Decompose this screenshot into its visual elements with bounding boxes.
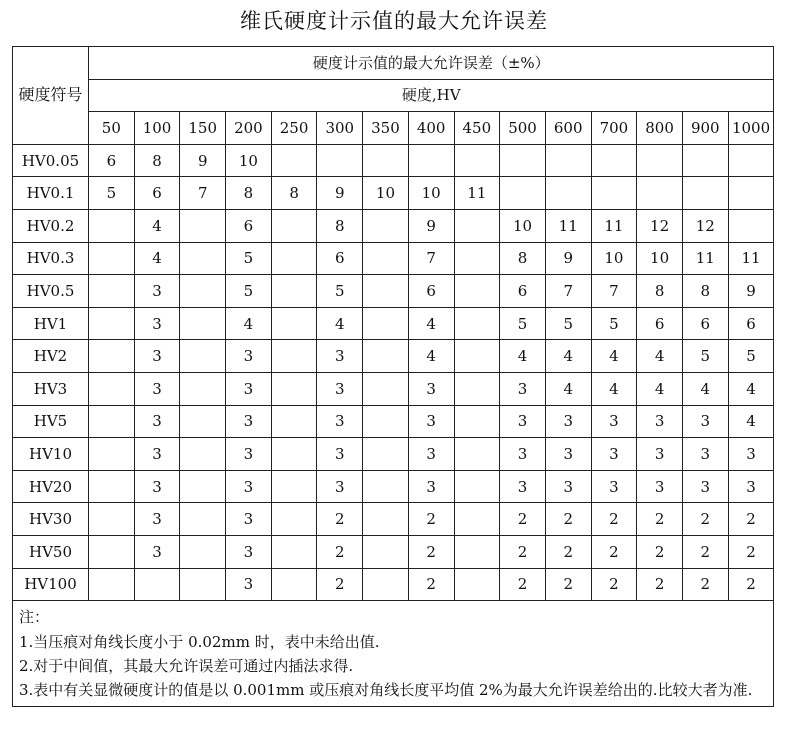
table-cell: 5 [89,177,135,210]
table-cell [682,177,728,210]
column-header: 900 [682,112,728,145]
table-cell: 6 [89,144,135,177]
table-cell: 3 [226,535,272,568]
table-cell: 4 [545,340,591,373]
table-cell: 4 [728,372,774,405]
table-cell: 2 [682,568,728,601]
table-cell: 2 [637,503,683,536]
table-cell: 3 [545,405,591,438]
table-cell [408,144,454,177]
table-cell: 11 [728,242,774,275]
table-cell: 4 [728,405,774,438]
table-cell: 3 [408,438,454,471]
table-cell [545,177,591,210]
table-cell [363,470,409,503]
table-cell: 3 [134,275,180,308]
table-cell [89,307,135,340]
table-cell [271,405,317,438]
table-cell: 10 [226,144,272,177]
table-cell: 2 [591,568,637,601]
table-cell [89,535,135,568]
note-item: 3.表中有关显微硬度计的值是以 0.001mm 或压痕对角线长度平均值 2%为最大允许误差给出的.比较大者为准. [19,681,753,700]
table-cell [363,372,409,405]
table-cell: 3 [500,405,546,438]
table-cell [454,470,500,503]
table-cell [180,470,226,503]
table-cell: 3 [317,372,363,405]
column-header: 100 [134,112,180,145]
table-cell [89,405,135,438]
table-cell: 3 [134,535,180,568]
table-cell [454,275,500,308]
table-cell [728,209,774,242]
table-cell [500,144,546,177]
table-cell: 4 [134,242,180,275]
table-cell: 7 [408,242,454,275]
table-cell [271,307,317,340]
header-row-2 [13,79,774,112]
table-cell [454,340,500,373]
table-cell: 8 [226,177,272,210]
table-cell: 8 [500,242,546,275]
row-label: HV30 [13,503,89,536]
table-cell [317,144,363,177]
table-cell: 5 [591,307,637,340]
table-row [13,568,774,601]
table-cell: 8 [134,144,180,177]
table-cell: 4 [408,340,454,373]
table-cell [363,568,409,601]
table-cell: 3 [408,372,454,405]
table-cell [682,144,728,177]
table-cell: 3 [728,470,774,503]
table-cell: 6 [408,275,454,308]
column-header: 150 [180,112,226,145]
column-header: 350 [363,112,409,145]
table-cell [454,568,500,601]
table-cell [180,438,226,471]
table-cell: 2 [545,503,591,536]
table-cell [454,535,500,568]
column-header: 700 [591,112,637,145]
table-cell: 3 [500,438,546,471]
table-cell: 2 [637,535,683,568]
table-row [13,144,774,177]
table-cell: 3 [226,470,272,503]
table-cell: 8 [682,275,728,308]
table-cell: 9 [728,275,774,308]
table-cell [637,144,683,177]
table-cell: 4 [637,340,683,373]
table-cell [271,144,317,177]
table-cell: 2 [500,535,546,568]
row-label: HV0.1 [13,177,89,210]
table-cell [728,177,774,210]
table-cell: 7 [180,177,226,210]
table-cell [89,470,135,503]
column-header: 450 [454,112,500,145]
row-label: HV3 [13,372,89,405]
table-cell [134,568,180,601]
table-cell [363,340,409,373]
table-cell: 3 [226,503,272,536]
table-cell: 2 [682,535,728,568]
table-cell: 10 [408,177,454,210]
table-cell [271,275,317,308]
table-cell: 4 [682,372,728,405]
table-cell: 5 [500,307,546,340]
table-row [13,438,774,471]
table-cell [271,209,317,242]
table-cell: 4 [134,209,180,242]
table-cell: 3 [545,470,591,503]
column-header: 500 [500,112,546,145]
table-cell [271,242,317,275]
table-cell [89,372,135,405]
table-cell [271,503,317,536]
table-cell: 3 [226,340,272,373]
table-cell: 5 [682,340,728,373]
table-cell [454,144,500,177]
table-cell [454,438,500,471]
table-row [13,209,774,242]
table-cell: 2 [408,503,454,536]
table-cell [180,503,226,536]
table-cell: 3 [591,405,637,438]
hardness-columns-row [13,112,774,145]
table-cell [637,177,683,210]
table-cell [454,242,500,275]
table-cell [363,503,409,536]
table-cell: 3 [682,470,728,503]
table-cell: 11 [454,177,500,210]
table-cell: 11 [591,209,637,242]
table-cell: 3 [134,307,180,340]
table-cell [89,568,135,601]
table-cell: 6 [637,307,683,340]
table-cell [363,307,409,340]
table-cell [363,275,409,308]
table-cell: 2 [545,568,591,601]
error-header: 硬度计示值的最大允许误差（±%） [89,47,774,80]
table-cell: 4 [545,372,591,405]
table-cell: 3 [134,438,180,471]
table-cell: 4 [408,307,454,340]
table-cell [271,568,317,601]
table-cell: 6 [134,177,180,210]
row-label: HV0.05 [13,144,89,177]
table-cell [180,275,226,308]
table-cell [454,405,500,438]
table-cell: 3 [500,372,546,405]
table-row [13,470,774,503]
table-cell [454,307,500,340]
column-header: 400 [408,112,454,145]
table-cell: 5 [317,275,363,308]
row-label: HV0.5 [13,275,89,308]
row-label: HV50 [13,535,89,568]
table-cell [180,307,226,340]
table-cell [363,535,409,568]
table-cell: 5 [226,275,272,308]
table-cell [89,209,135,242]
table-row [13,307,774,340]
symbol-header: 硬度符号 [13,47,89,145]
table-cell: 3 [637,470,683,503]
table-cell: 3 [408,405,454,438]
table-cell [271,535,317,568]
table-cell: 2 [591,503,637,536]
table-cell: 3 [317,438,363,471]
table-cell [545,144,591,177]
table-cell: 4 [226,307,272,340]
table-cell: 10 [637,242,683,275]
table-cell [271,372,317,405]
table-cell [271,340,317,373]
table-cell: 9 [545,242,591,275]
table-cell: 9 [180,144,226,177]
table-cell [89,275,135,308]
table-cell [180,372,226,405]
table-cell: 2 [545,535,591,568]
table-cell: 3 [591,470,637,503]
table-row [13,405,774,438]
table-cell [271,438,317,471]
table-cell: 3 [134,372,180,405]
table-cell [363,242,409,275]
table-cell: 12 [637,209,683,242]
table-title: 维氏硬度计示值的最大允许误差 [240,9,548,33]
table-cell [363,209,409,242]
table-row [13,503,774,536]
table-cell [500,177,546,210]
notes-cell [13,601,774,707]
table-row [13,340,774,373]
table-cell: 9 [317,177,363,210]
row-label: HV0.3 [13,242,89,275]
table-cell: 2 [317,568,363,601]
table-cell: 10 [591,242,637,275]
table-cell: 2 [500,503,546,536]
table-cell [363,405,409,438]
table-cell [89,438,135,471]
row-label: HV100 [13,568,89,601]
table-cell: 4 [500,340,546,373]
column-header: 600 [545,112,591,145]
table-cell: 6 [226,209,272,242]
column-header: 200 [226,112,272,145]
table-cell: 3 [682,405,728,438]
table-row [13,275,774,308]
table-cell [271,470,317,503]
note-item: 2.对于中间值，其最大允许误差可通过内插法求得. [19,656,354,675]
table-cell: 6 [682,307,728,340]
table-cell: 3 [637,405,683,438]
table-cell: 10 [500,209,546,242]
table-cell: 11 [682,242,728,275]
table-cell: 11 [545,209,591,242]
table-cell: 4 [591,372,637,405]
table-cell: 3 [545,438,591,471]
table-cell: 2 [728,568,774,601]
table-cell: 5 [545,307,591,340]
table-cell: 3 [226,405,272,438]
table-cell: 2 [317,535,363,568]
table-cell: 3 [226,438,272,471]
hardness-header: 硬度,HV [89,79,774,112]
table-cell: 2 [408,568,454,601]
row-label: HV0.2 [13,209,89,242]
table-cell: 2 [500,568,546,601]
row-label: HV5 [13,405,89,438]
table-cell: 9 [408,209,454,242]
table-cell [454,503,500,536]
row-label: HV10 [13,438,89,471]
table-cell: 3 [134,470,180,503]
table-cell: 3 [317,470,363,503]
table-cell: 5 [226,242,272,275]
table-cell: 4 [317,307,363,340]
table-cell: 10 [363,177,409,210]
table-cell: 6 [317,242,363,275]
table-cell [180,535,226,568]
table-cell [180,242,226,275]
header-row-1 [13,47,774,80]
table-cell: 3 [134,405,180,438]
column-header: 250 [271,112,317,145]
table-row [13,242,774,275]
table-cell [363,438,409,471]
table-cell [89,340,135,373]
column-header: 800 [637,112,683,145]
row-label: HV2 [13,340,89,373]
table-cell: 3 [500,470,546,503]
table-cell: 2 [408,535,454,568]
notes-row [13,601,774,707]
table-cell: 3 [637,438,683,471]
column-header: 1000 [728,112,774,145]
table-cell: 12 [682,209,728,242]
table-cell: 5 [728,340,774,373]
table-cell: 3 [134,340,180,373]
table-cell [89,503,135,536]
table-cell: 3 [317,405,363,438]
table-cell: 3 [591,438,637,471]
table-cell [363,144,409,177]
notes-heading: 注： [19,608,50,627]
table-cell: 3 [408,470,454,503]
table-cell [728,144,774,177]
table-cell: 2 [317,503,363,536]
table-cell: 3 [134,503,180,536]
column-header: 50 [89,112,135,145]
table-cell [180,568,226,601]
table-cell: 8 [271,177,317,210]
row-label: HV1 [13,307,89,340]
table-cell: 7 [591,275,637,308]
table-row [13,372,774,405]
table-cell [591,177,637,210]
table-cell: 3 [226,372,272,405]
table-cell [180,209,226,242]
table-cell: 2 [728,535,774,568]
table-cell [180,340,226,373]
table-cell: 3 [682,438,728,471]
hardness-error-table [12,46,774,707]
table-cell: 2 [682,503,728,536]
table-cell [454,372,500,405]
note-item: 1.当压痕对角线长度小于 0.02mm 时，表中未给出值. [19,632,380,651]
table-cell [89,242,135,275]
table-cell: 7 [545,275,591,308]
column-header: 300 [317,112,363,145]
table-cell: 6 [500,275,546,308]
table-cell: 4 [637,372,683,405]
table-cell: 3 [317,340,363,373]
table-cell: 2 [728,503,774,536]
table-cell [454,209,500,242]
row-label: HV20 [13,470,89,503]
table-row [13,177,774,210]
table-cell: 2 [591,535,637,568]
table-cell [180,405,226,438]
table-cell: 2 [637,568,683,601]
table-row [13,535,774,568]
table-cell: 3 [728,438,774,471]
table-cell: 4 [591,340,637,373]
table-cell: 6 [728,307,774,340]
table-cell: 3 [226,568,272,601]
table-cell: 8 [317,209,363,242]
table-cell: 8 [637,275,683,308]
table-cell [591,144,637,177]
